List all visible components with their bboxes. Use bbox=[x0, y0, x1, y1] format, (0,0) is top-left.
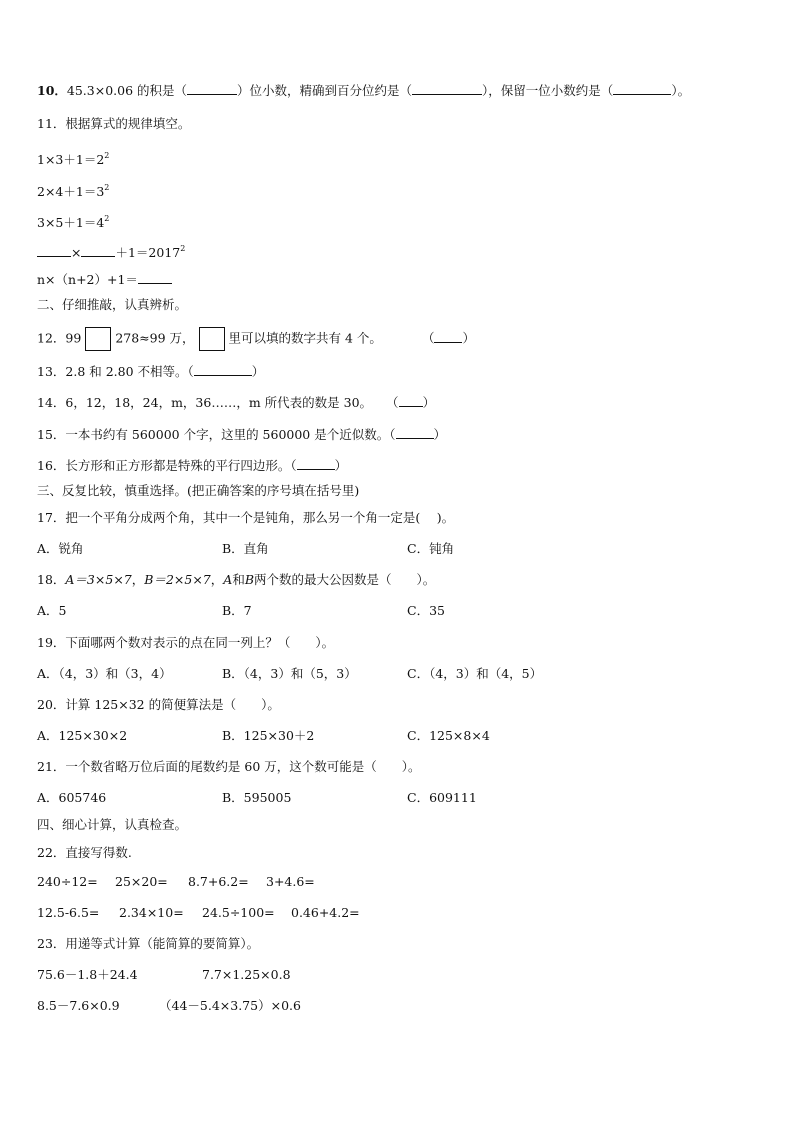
question-text: ， bbox=[210, 572, 224, 587]
question-text: ）。 bbox=[671, 83, 691, 98]
question-text: （ bbox=[386, 395, 399, 410]
pattern-text: 2×4＋1＝3 bbox=[37, 184, 105, 199]
calc-item: 0.46+4.2= bbox=[291, 905, 360, 920]
pattern-text: 3×5＋1＝4 bbox=[37, 215, 105, 230]
answer-blank[interactable] bbox=[613, 82, 671, 95]
question-text: 13．2.8 和 2.80 不相等。（ bbox=[37, 364, 194, 379]
question-19-stem: 19．下面哪两个数对表示的点在同一列上？（ ）。 bbox=[37, 635, 335, 650]
math-expression: B＝2×5×7 bbox=[144, 572, 211, 587]
option-c[interactable]: C．（4，3）和（4，5） bbox=[407, 666, 543, 681]
question-text: ） bbox=[334, 458, 348, 473]
option-c[interactable]: C．125×8×4 bbox=[407, 728, 490, 743]
pattern-text: n×（n+2）+1＝ bbox=[37, 272, 138, 287]
pattern-line-2 bbox=[37, 179, 109, 201]
question-text: 12．99 bbox=[37, 330, 82, 346]
question-21-stem: 21．一个数省略万位后面的尾数约是 60 万，这个数可能是（ ）。 bbox=[37, 759, 421, 774]
question-20-stem: 20．计算 125×32 的简便算法是（ ）。 bbox=[37, 697, 280, 712]
exponent: 2 bbox=[104, 151, 110, 160]
option-b[interactable]: B．7 bbox=[222, 603, 252, 618]
question-text: ） bbox=[433, 427, 447, 442]
math-variable: B bbox=[244, 572, 255, 587]
option-a[interactable]: A．5 bbox=[37, 603, 67, 618]
question-text: 和 bbox=[232, 572, 245, 587]
question-text: ），保留一位小数约是（ bbox=[482, 83, 614, 98]
pattern-text: × bbox=[71, 245, 82, 260]
option-b[interactable]: B．直角 bbox=[222, 541, 269, 556]
question-17-stem: 17．把一个平角分成两个角，其中一个是钝角，那么另一个角一定是( )。 bbox=[37, 510, 455, 525]
option-b[interactable]: B．125×30＋2 bbox=[222, 728, 315, 743]
answer-blank[interactable] bbox=[412, 82, 482, 95]
option-a[interactable]: A．125×30×2 bbox=[37, 728, 128, 743]
math-expression: A＝3×5×7 bbox=[65, 572, 132, 587]
option-b[interactable]: B．（4，3）和（5，3） bbox=[222, 666, 357, 681]
pattern-line-4 bbox=[37, 240, 185, 262]
digit-box[interactable] bbox=[85, 327, 111, 351]
question-22-title: 22．直接写得数. bbox=[37, 845, 132, 860]
calc-item: 240÷12= bbox=[37, 874, 98, 889]
pattern-text: 1×3＋1＝2 bbox=[37, 152, 105, 167]
calc-item: 3+4.6= bbox=[266, 874, 315, 889]
question-text: ） bbox=[251, 364, 265, 379]
question-text: 278≈99 万， bbox=[115, 330, 195, 346]
answer-blank[interactable] bbox=[297, 457, 335, 470]
option-a[interactable]: A．605746 bbox=[37, 790, 107, 805]
option-c[interactable]: C．609111 bbox=[407, 790, 477, 805]
pattern-line-1 bbox=[37, 147, 109, 169]
calc-item: 25×20= bbox=[115, 874, 168, 889]
question-text: 14．6，12，18，24，m，36……，m 所代表的数是 30。 bbox=[37, 395, 373, 410]
question-11-title: 11．根据算式的规律填空。 bbox=[37, 116, 191, 131]
option-a[interactable]: A．锐角 bbox=[37, 541, 84, 556]
answer-blank[interactable] bbox=[434, 330, 462, 343]
pattern-text: ＋1＝2017 bbox=[115, 245, 181, 260]
question-text: 45.3×0.06 的积是（ bbox=[66, 83, 188, 98]
pattern-line-5 bbox=[37, 271, 172, 289]
question-16 bbox=[37, 457, 347, 475]
question-text: 18． bbox=[37, 572, 66, 587]
question-10 bbox=[37, 82, 690, 100]
section-2-heading: 二、仔细推敲，认真辨析。 bbox=[37, 297, 188, 312]
answer-blank[interactable] bbox=[138, 271, 172, 284]
calc-item: 8.7+6.2= bbox=[188, 874, 249, 889]
question-text: 16．长方形和正方形都是特殊的平行四边形。（ bbox=[37, 458, 297, 473]
exponent: 2 bbox=[104, 183, 110, 192]
calc-item: 2.34×10= bbox=[119, 905, 184, 920]
question-number: 10． bbox=[37, 83, 67, 98]
question-text: 15．一本书约有 560000 个字，这里的 560000 是个近似数。（ bbox=[37, 427, 396, 442]
question-text: ）位小数，精确到百分位约是（ bbox=[237, 83, 413, 98]
question-text: ） bbox=[462, 330, 475, 346]
answer-blank[interactable] bbox=[187, 82, 237, 95]
calc-item: 8.5－7.6×0.9 bbox=[37, 998, 120, 1013]
calc-item: （44－5.4×3.75）×0.6 bbox=[159, 998, 301, 1013]
calc-item: 7.7×1.25×0.8 bbox=[202, 967, 291, 982]
option-b[interactable]: B．595005 bbox=[222, 790, 292, 805]
answer-blank[interactable] bbox=[37, 244, 71, 257]
option-c[interactable]: C．钝角 bbox=[407, 541, 455, 556]
answer-blank[interactable] bbox=[399, 394, 423, 407]
calc-item: 12.5-6.5= bbox=[37, 905, 100, 920]
answer-blank[interactable] bbox=[81, 244, 115, 257]
question-text: ） bbox=[422, 395, 436, 410]
option-a[interactable]: A．（4，3）和（3，4） bbox=[37, 666, 172, 681]
question-13 bbox=[37, 363, 264, 381]
question-text: ， bbox=[131, 572, 145, 587]
exponent: 2 bbox=[104, 214, 110, 223]
section-3-heading: 三、反复比较，慎重选择。(把正确答案的序号填在括号里) bbox=[37, 483, 360, 498]
math-variable: A bbox=[223, 572, 233, 587]
pattern-line-3 bbox=[37, 210, 109, 232]
exponent: 2 bbox=[180, 244, 186, 253]
calc-item: 24.5÷100= bbox=[202, 905, 275, 920]
question-text: （ bbox=[421, 330, 435, 346]
question-15 bbox=[37, 426, 446, 444]
digit-box[interactable] bbox=[199, 327, 225, 351]
question-18-stem bbox=[37, 571, 435, 589]
question-text: 里可以填的数字共有 4 个。 bbox=[228, 330, 382, 346]
question-23-title: 23．用递等式计算（能简算的要简算）。 bbox=[37, 936, 260, 951]
calc-item: 75.6－1.8＋24.4 bbox=[37, 967, 138, 982]
question-14 bbox=[37, 394, 435, 412]
question-12 bbox=[37, 327, 475, 351]
answer-blank[interactable] bbox=[396, 426, 434, 439]
answer-blank[interactable] bbox=[194, 363, 252, 376]
option-c[interactable]: C．35 bbox=[407, 603, 445, 618]
section-4-heading: 四、细心计算，认真检查。 bbox=[37, 817, 188, 832]
question-text: 两个数的最大公因数是（ ）。 bbox=[254, 572, 436, 587]
